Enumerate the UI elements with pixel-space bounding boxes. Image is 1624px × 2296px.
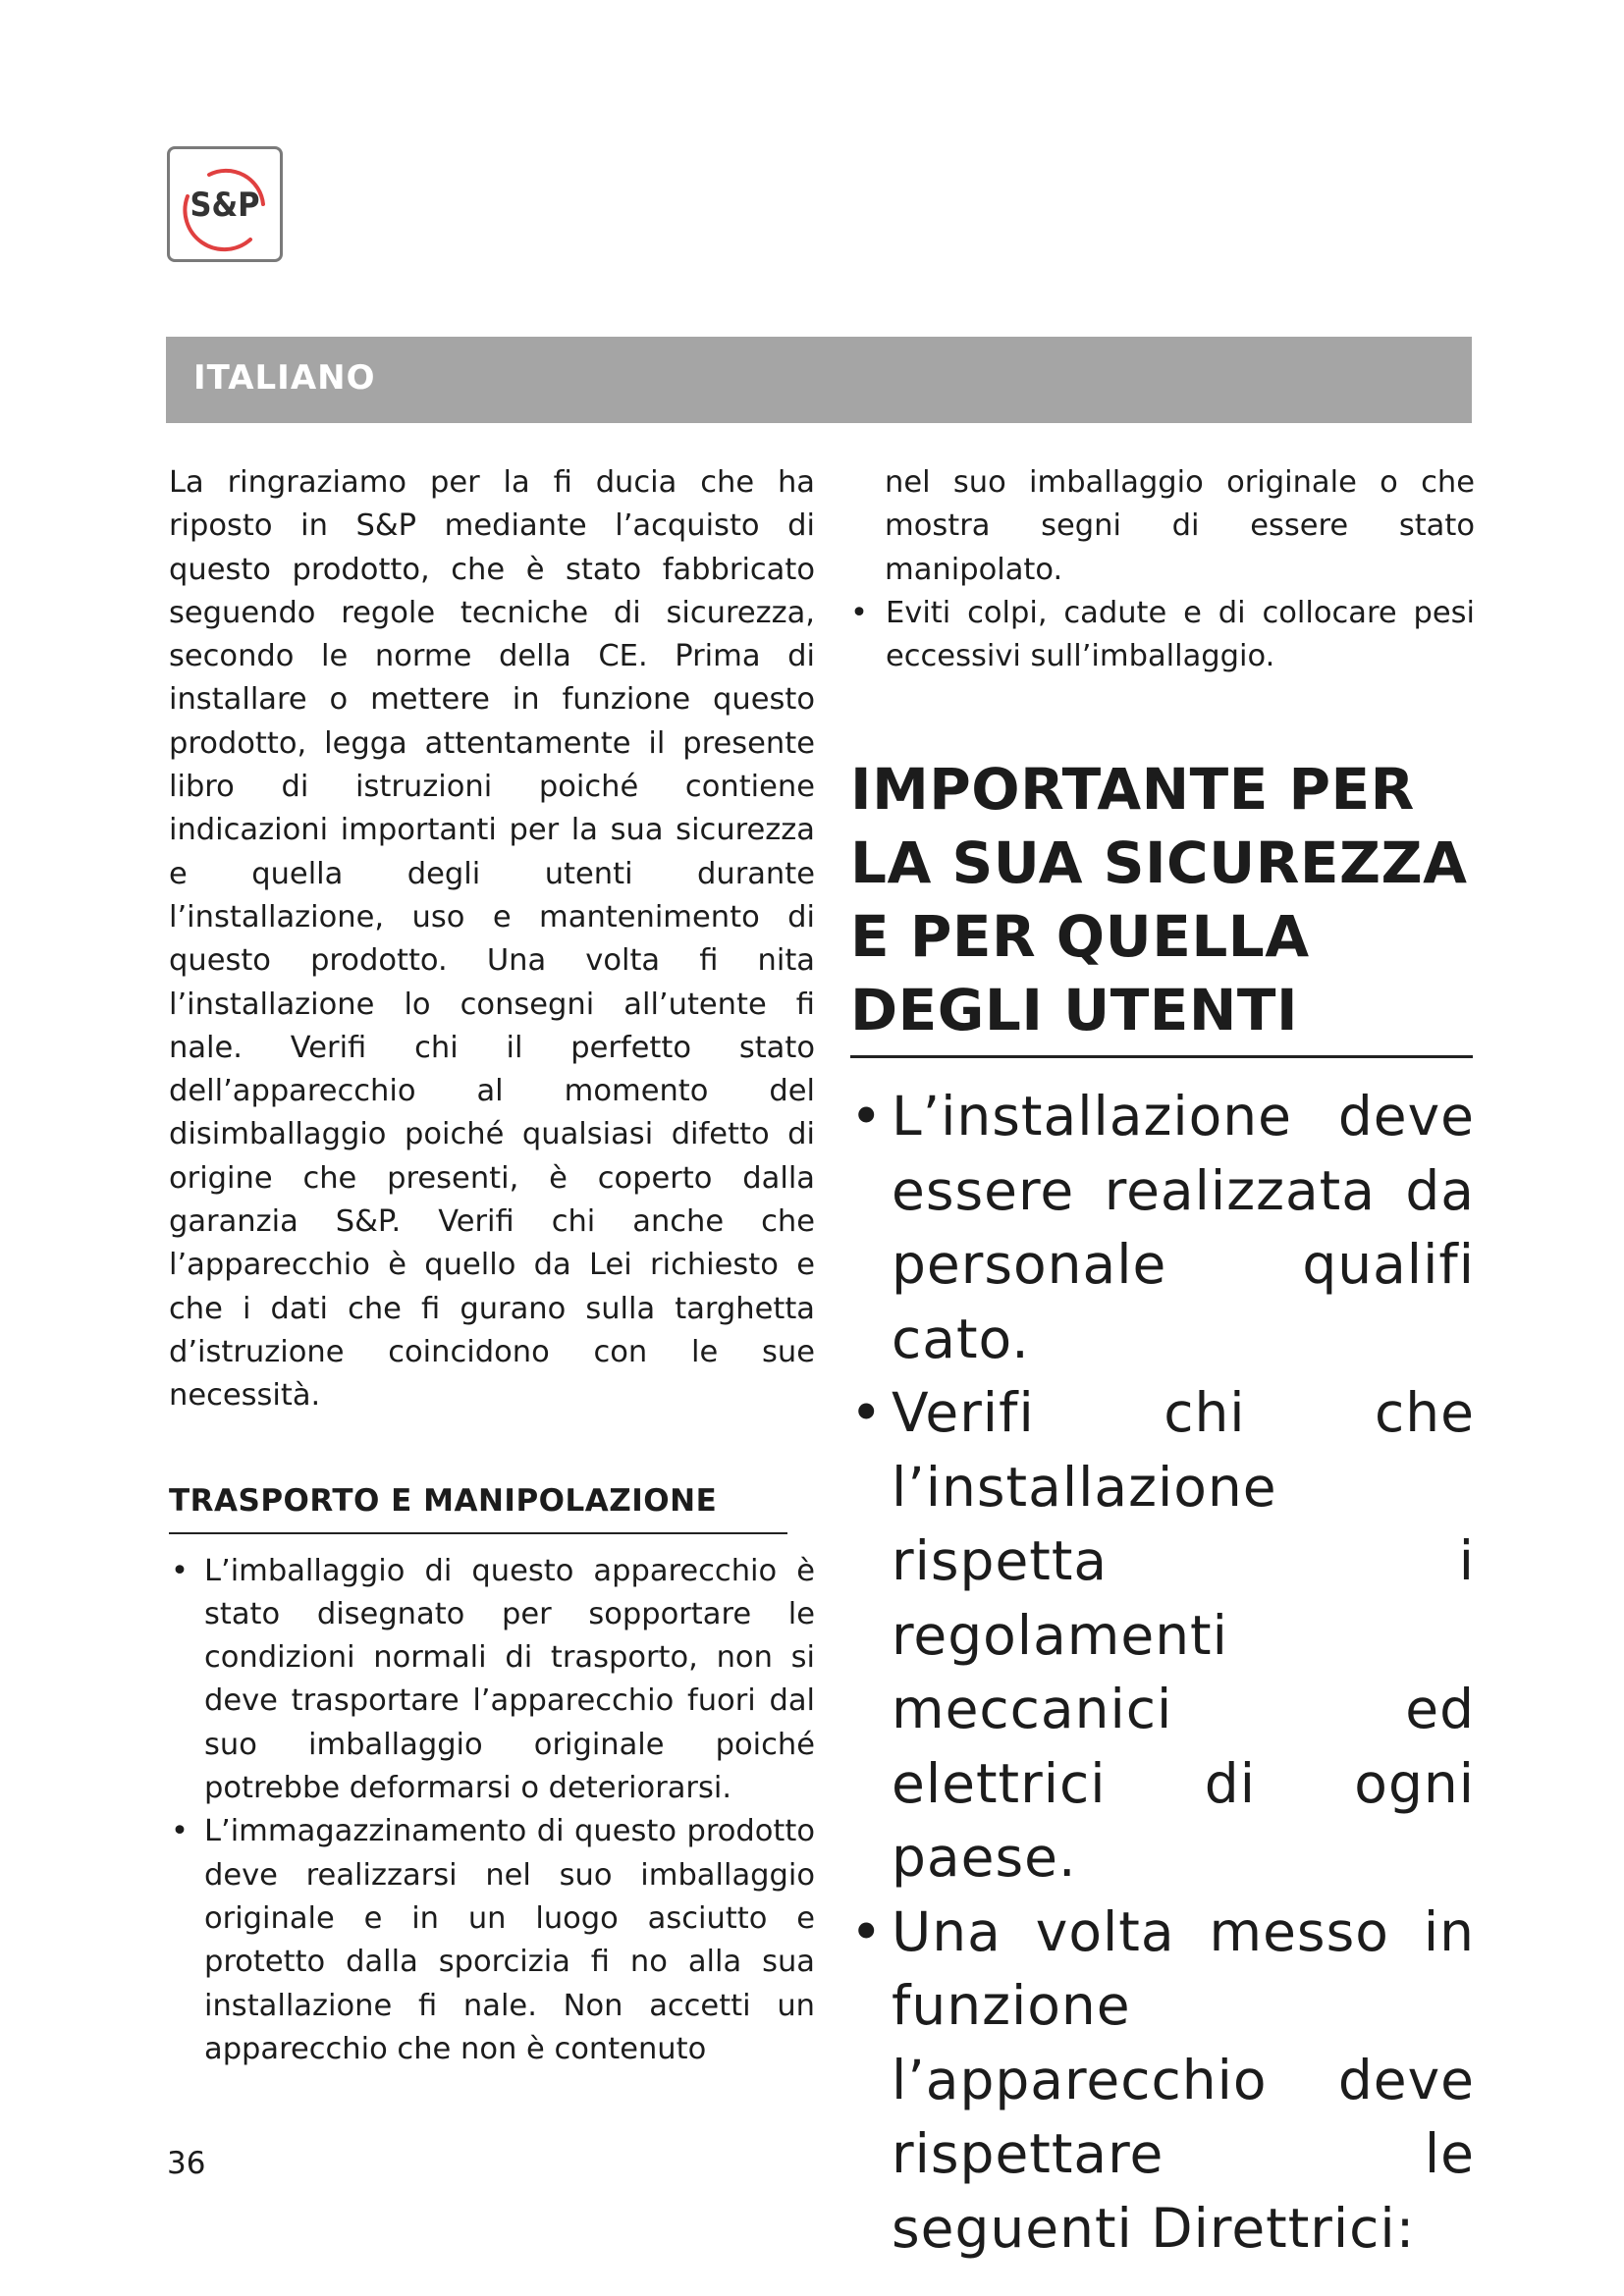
bullet: • xyxy=(171,1814,189,1849)
intro-paragraph: La ringraziamo per la fi ducia che ha riposto in S&P mediante l’acquisto di questo prodotto, che è stato fabbricato seguendo regole tecniche di sicurezza, secondo le norme della CE. Prima di installare o mettere in funzione questo prodotto, legga attentamente il presente libro di istruzioni poiché contiene indicazioni importanti per la sua sicurezza e quella degli utenti durante l’installazione, uso e mantenimento di questo prodotto. Una volta fi nita l’installazione lo consegni all’utente fi nale. Verifi chi il perfetto stato dell’apparecchio al momento del disimballaggio poiché qualsiasi difetto di origine che presenti, è coperto dalla garanzia S&P. Verifi chi anche che l’apparecchio è quello da Lei richiesto e che i dati che fi gurano sulla targhetta d’istruzione coincidono con le sue necessità. xyxy=(169,465,815,1414)
right-column xyxy=(850,461,1475,2266)
list-item xyxy=(850,1896,1475,2267)
list-item-text: L’imballaggio di questo apparecchio è stato disegnato per sopportare le condizioni normali di trasporto, non si deve trasportare l’apparecchio fuori dal suo imballaggio originale poiché potrebbe deformarsi o deteriorarsi. xyxy=(204,1553,815,1806)
list-item xyxy=(850,592,1475,679)
bullet: • xyxy=(850,1899,884,1963)
list-item-text: L’immagazzinamento di questo prodotto deve realizzarsi nel suo imballaggio originale e in un luogo asciutto e protetto dalla sporcizia fi no alla sua installazione fi nale. Non accetti un apparecchio che non è contenuto xyxy=(204,1814,815,2066)
list-item xyxy=(169,1550,815,1811)
bullet: • xyxy=(850,595,868,630)
sp-logo-mark xyxy=(170,149,280,259)
list-item-text: Eviti colpi, cadute e di collocare pesi eccessivi sull’imballaggio. xyxy=(886,595,1475,674)
transport-heading: TRASPORTO E MANIPOLAZIONE xyxy=(169,1483,787,1534)
left-column xyxy=(169,461,815,2071)
page-number: 36 xyxy=(167,2146,206,2181)
language-banner xyxy=(166,337,1472,423)
list-item xyxy=(850,1080,1475,1376)
safety-heading: IMPORTANTE PER LA SUA SICUREZZA E PER QUELLA DEGLI UTENTI xyxy=(850,753,1473,1058)
bullet: • xyxy=(171,1553,189,1588)
list-item xyxy=(169,1810,815,2071)
sp-logo xyxy=(167,146,283,262)
transport-list xyxy=(169,1550,815,2072)
transport-continuation: nel suo imballaggio originale o che mostra segni di essere stato manipolato. xyxy=(885,465,1475,587)
transport-list-continued xyxy=(850,592,1475,679)
list-item-text: L’installazione deve essere realizzata da personale qualifi cato. xyxy=(892,1085,1475,1370)
bullet: • xyxy=(850,1085,884,1148)
language-label: ITALIANO xyxy=(193,358,376,398)
list-item-text: Verifi chi che l’installazione rispetta i regolamenti meccanici ed elettrici di ogni paese. xyxy=(892,1381,1475,1890)
list-item xyxy=(850,1376,1475,1896)
list-item-text: Una volta messo in funzione l’apparecchio deve rispettare le seguenti Direttrici: xyxy=(892,1899,1475,2260)
logo-text: S&P xyxy=(189,186,260,225)
safety-list xyxy=(850,1080,1475,2266)
bullet: • xyxy=(850,1381,884,1445)
